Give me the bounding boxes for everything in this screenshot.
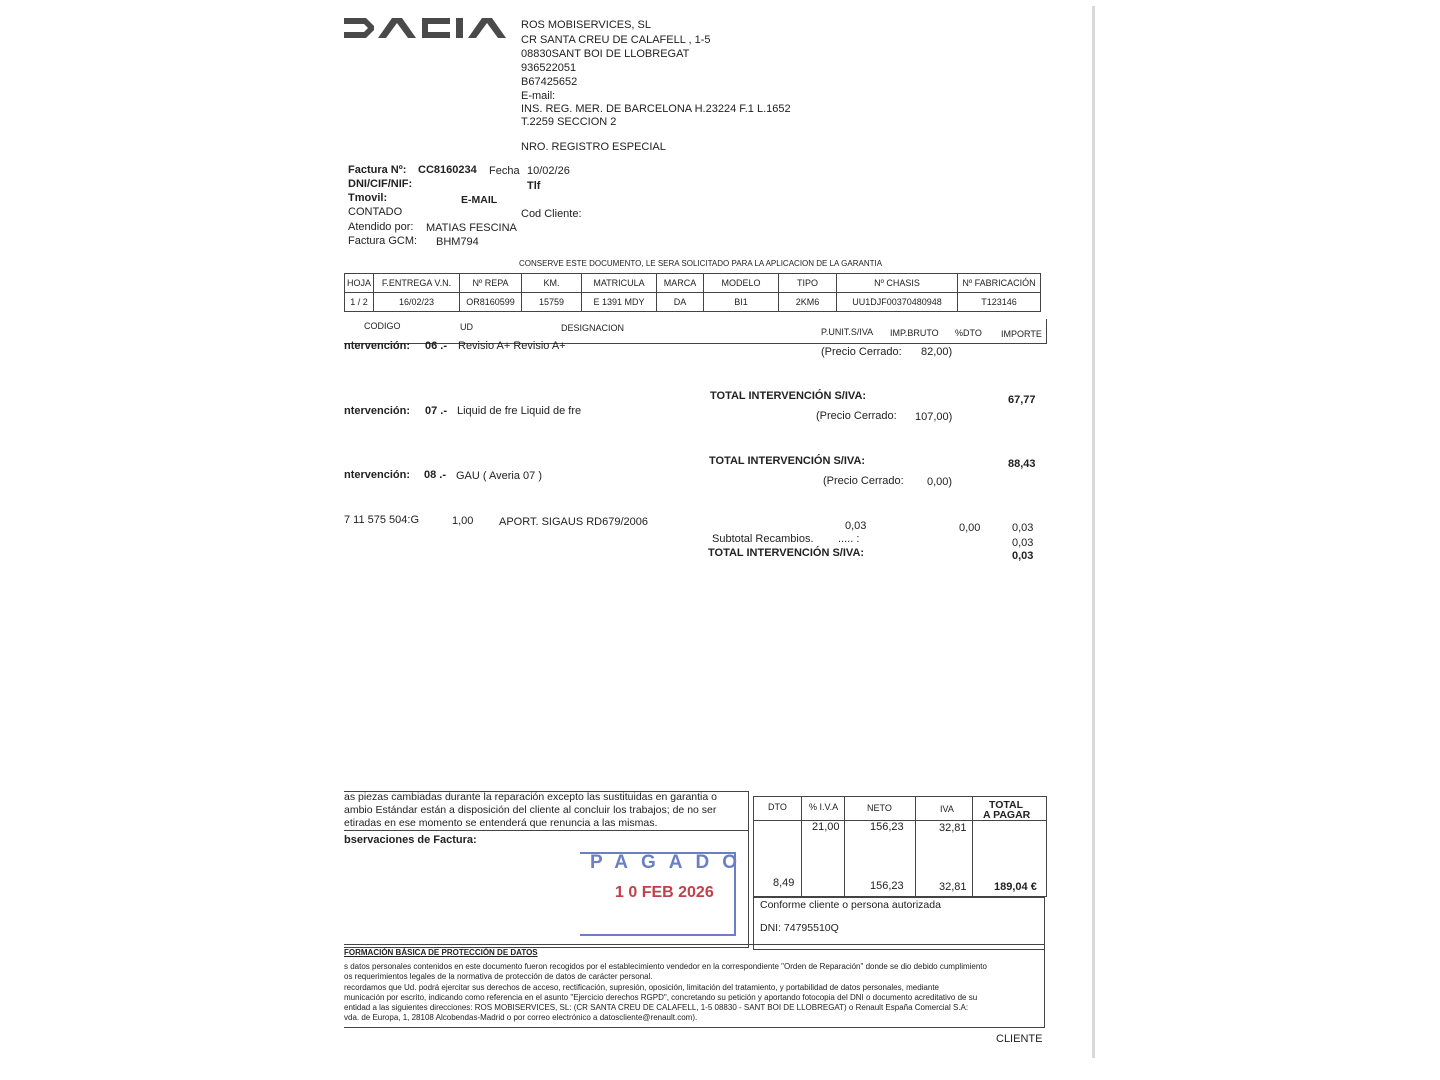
intervention-07-closed-label: (Precio Cerrado: (816, 410, 897, 422)
intervention-08-desc: GAU ( Averia 07 ) (456, 470, 542, 482)
summary-hdr-total-2: A PAGAR (983, 809, 1031, 821)
intervention-06-closed-label: (Precio Cerrado: (821, 346, 902, 358)
dealer-street: CR SANTA CREU DE CALAFELL , 1-5 (521, 34, 711, 46)
val-hoja: 1 / 2 (345, 293, 374, 312)
val-repa: OR8160599 (460, 293, 522, 312)
dacia-logo (344, 14, 514, 42)
copy-label: CLIENTE (996, 1033, 1043, 1045)
privacy-line-3: recordamos que Ud. podrá ejercitar sus derechos de acceso, rectificación, supresión, oposición, limitación del tratamiento, y portabilidad de datos personales, mediante (344, 982, 939, 992)
val-modelo: BI1 (704, 293, 779, 312)
privacy-line-5: entidad a las siguientes direcciones: ROS MOBISERVICES, SL: (CR SANTA CREU DE CALAFELL, 1-5 08830 - SANT BOI DE LLOBREGAT) o Renault España Comercial S.A: (344, 1003, 969, 1013)
summary-hdr-iva: IVA (940, 804, 954, 814)
intervention-06-number: 06 .- (425, 340, 448, 352)
summary-col-2 (844, 796, 845, 896)
val-km: 15759 (522, 293, 582, 312)
summary-col-1 (801, 796, 802, 896)
col-marca: MARCA (657, 274, 704, 293)
vehicle-table (344, 273, 1041, 312)
total-07-value: 88,43 (1008, 458, 1036, 470)
intervention-08-label: ntervención: (344, 469, 411, 481)
summary-iva-2: 32,81 (939, 881, 967, 893)
conformity-label: Conforme cliente o persona autorizada (760, 899, 941, 911)
intervention-06-desc: Revisio A+ Revisio A+ (458, 340, 566, 352)
email-label: E-MAIL (461, 194, 498, 206)
guarantee-notice: CONSERVE ESTE DOCUMENTO, LE SERA SOLICITADO PARA LA APLICACION DE LA GARANTIA (519, 259, 883, 268)
dealer-email-label: E-mail: (521, 90, 556, 102)
dealer-registry-2: T.2259 SECCION 2 (521, 116, 617, 128)
summary-hdr-dto: DTO (768, 802, 787, 812)
val-matricula: E 1391 MDY (582, 293, 657, 312)
hdr-codigo: CODIGO (364, 321, 401, 331)
notes-divider (344, 830, 749, 831)
invoice-date-label: Fecha (489, 165, 520, 177)
intervention-07-closed-value: 107,00) (915, 411, 953, 423)
dni-label: DNI/CIF/NIF: (348, 178, 413, 190)
dealer-cif: B67425652 (521, 76, 578, 88)
privacy-line-6: vda. de Europa, 1, 28108 Alcobendas-Madrid o por correo electrónico a datoscliente@renault.com). (344, 1013, 698, 1023)
observations-label: bservaciones de Factura: (344, 834, 477, 846)
dealer-special-registry: NRO. REGISTRO ESPECIAL (521, 141, 666, 153)
hdr-gross: IMP.BRUTO (890, 328, 939, 338)
invoice-number: CC8160234 (418, 164, 477, 176)
privacy-text (344, 962, 1042, 1024)
paid-stamp-date: 1 0 FEB 2026 (615, 884, 714, 901)
part-importe: 0,03 (1012, 522, 1034, 534)
subtotal-value: 0,03 (1012, 537, 1034, 549)
notes-line-3: etiradas en ese momento se entenderá que renuncia a las mismas. (344, 817, 658, 829)
dealer-name: ROS MOBISERVICES, SL (521, 19, 652, 31)
col-entrega: F.ENTREGA V.N. (374, 274, 460, 293)
subtotal-dots: ..... : (838, 533, 860, 545)
total-06-label: TOTAL INTERVENCIÓN S/IVA: (710, 390, 867, 402)
summary-neto-1: 156,23 (870, 821, 904, 833)
total-06-value: 67,77 (1008, 394, 1036, 406)
privacy-title: FORMACIÓN BÁSICA DE PROTECCIÓN DE DATOS (344, 948, 538, 957)
intervention-08-closed-value: 0,00) (927, 476, 953, 488)
intervention-07-desc: Liquid de fre Liquid de fre (457, 405, 582, 417)
intervention-07-number: 07 .- (425, 405, 448, 417)
notes-line-2: ambio Estándar están a disposición del cliente al concluir los trabajos; de no ser (344, 804, 717, 816)
notes-line-1: as piezas cambiadas durante la reparación excepto las sustituidas en garantia o (344, 791, 717, 803)
val-entrega: 16/02/23 (374, 293, 460, 312)
col-repa: Nº REPA (460, 274, 522, 293)
invoice-number-label: Factura Nº: (348, 164, 407, 176)
subtotal-label: Subtotal Recambios. (712, 533, 814, 545)
col-chasis: Nº CHASIS (837, 274, 958, 293)
summary-iva-pct: 21,00 (812, 821, 840, 833)
tmovil-label: Tmovil: (348, 192, 388, 204)
total-07-label: TOTAL INTERVENCIÓN S/IVA: (709, 455, 866, 467)
hdr-importe: IMPORTE (1001, 329, 1042, 339)
payment-method: CONTADO (348, 206, 403, 218)
hdr-dto: %DTO (955, 328, 982, 338)
paid-stamp-text: PAGADO (590, 852, 750, 873)
summary-hdr-total-1: TOTAL (989, 799, 1024, 811)
vehicle-value-row (345, 293, 1041, 312)
dealer-phone: 936522051 (521, 62, 577, 74)
gcm-value: BHM794 (436, 236, 479, 248)
privacy-line-1: s datos personales contenidos en este documento fueron recogidos por el establecimiento vendedor en la correspondiente "Orden de Reparación" donde se dio debido cumplimiento (344, 962, 987, 971)
summary-dto-2: 8,49 (773, 877, 795, 889)
dealer-registry-1: INS. REG. MER. DE BARCELONA H.23224 F.1 L.1652 (521, 103, 791, 115)
client-code-label: Cod Cliente: (521, 208, 582, 220)
page-edge (1092, 6, 1095, 1058)
summary-col-4 (972, 796, 973, 896)
part-desc: APORT. SIGAUS RD679/2006 (499, 516, 648, 528)
val-tipo: 2KM6 (779, 293, 837, 312)
col-fabricacion: Nº FABRICACIÓN (958, 274, 1041, 293)
total-08-value: 0,03 (1012, 550, 1034, 562)
attended-by: MATIAS FESCINA (426, 222, 517, 234)
col-tipo: TIPO (779, 274, 837, 293)
summary-col-3 (915, 796, 916, 896)
part-dto: 0,00 (959, 522, 981, 534)
intervention-06-label: ntervención: (344, 340, 411, 352)
intervention-08-number: 08 .- (424, 469, 447, 481)
conformity-dni: DNI: 74795510Q (760, 922, 839, 934)
header-right-border (1046, 319, 1047, 344)
summary-neto-2: 156,23 (870, 880, 904, 892)
col-km: KM. (522, 274, 582, 293)
intervention-08-closed-label: (Precio Cerrado: (823, 475, 904, 487)
part-qty: 1,00 (452, 515, 474, 527)
invoice-date: 10/02/26 (527, 165, 570, 177)
col-hoja: HOJA (345, 274, 374, 293)
val-marca: DA (657, 293, 704, 312)
val-fabricacion: T123146 (958, 293, 1041, 312)
summary-iva-1: 32,81 (939, 822, 967, 834)
part-unit: 0,03 (845, 520, 867, 532)
hdr-ud: UD (460, 322, 473, 332)
tlf-label: Tlf (527, 180, 541, 192)
summary-total: 189,04 € (994, 881, 1037, 893)
privacy-line-4: municación por escrito, indicando como referencia en el asunto "Ejercicio derechos RGPD", concretando su petición y aportando fotocopia del DNI o documento acreditativo de su (344, 992, 978, 1002)
privacy-line-2: os requerimientos legales de la normativa de protección de datos de carácter personal. (344, 972, 653, 982)
intervention-07-label: ntervención: (344, 405, 411, 417)
header-bottom-line (344, 343, 1047, 344)
dealer-city: 08830SANT BOI DE LLOBREGAT (521, 48, 690, 60)
hdr-unit-price: P.UNIT.S/IVA (821, 327, 874, 337)
col-modelo: MODELO (704, 274, 779, 293)
attended-label: Atendido por: (348, 221, 414, 233)
val-chasis: UU1DJF00370480948 (837, 293, 958, 312)
col-matricula: MATRICULA (582, 274, 657, 293)
gcm-label: Factura GCM: (348, 235, 418, 247)
intervention-06-closed-value: 82,00) (921, 346, 953, 358)
total-08-label: TOTAL INTERVENCIÓN S/IVA: (708, 547, 865, 559)
summary-hdr-neto: NETO (867, 803, 892, 813)
hdr-designacion: DESIGNACION (561, 323, 625, 333)
part-code: 7 11 575 504:G (344, 514, 420, 526)
summary-hdr-iva-pct: % I.V.A (809, 802, 839, 812)
vehicle-header-row (345, 274, 1041, 293)
